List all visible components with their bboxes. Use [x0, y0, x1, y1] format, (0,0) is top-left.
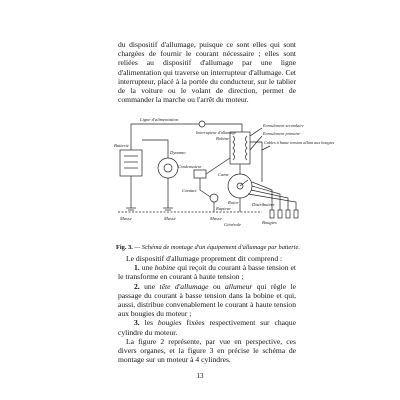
label-distributeur: Distributeur — [252, 202, 275, 207]
label-masse-3: Masse — [210, 216, 222, 221]
label-enroulement-secondaire: Enroulement secondaire — [263, 123, 304, 128]
ignition-wiring-diagram — [112, 110, 335, 240]
label-condensateur: Condensateur — [178, 164, 202, 169]
label-masse-1: Masse — [120, 216, 132, 221]
label-contact: Contact — [182, 188, 197, 193]
label-rupteur: Rupteur — [216, 206, 231, 211]
label-bougies: Bougies — [262, 220, 277, 225]
figure-caption — [116, 244, 302, 252]
closing-paragraph: La figure 2 représente, par vue en perspective, ces divers organes, et la figure 3 en précise le schéma de montage sur un moteur à 4 cylindres. — [118, 336, 296, 365]
intro2-line: Le dispositif d'allumage proprement dit comprend : — [126, 254, 283, 263]
label-came: Came — [218, 172, 229, 177]
intro-paragraph: du dispositif d'allumage, puisque ce sont elles qui sont chargées de fournir le courant nécessaire ; elles sont reliées au dispositif d'allumage par une ligne d'alimentation qui traverse un interrupteur d'allumage. Cet interrupteur, placé à la portée du conducteur, sur le tablier de la voiture ou le volant de direction, permet de commander la marche ou l'arrêt du moteur. — [118, 40, 296, 105]
label-interrupteur: Interrupteur d'allumage — [196, 130, 237, 135]
label-dynamo: Dynamo — [170, 150, 186, 155]
label-generale: Générale — [224, 222, 242, 227]
label-ligne: Ligne d'alimentation — [140, 117, 179, 122]
caption-text: — Schéma de montage d'un équipement d'allumage par batterie. — [134, 244, 300, 251]
label-enroulement-primaire: Enroulement primaire — [263, 131, 301, 136]
list-item-1: 1. une bobine qui reçoit du courant à basse tension et le transforme en courant à haute tension ; — [118, 263, 297, 282]
label-bobine: Bobine — [216, 136, 230, 141]
body-text — [118, 254, 296, 364]
page-number: 13 — [196, 372, 204, 380]
label-rotor: Rotor — [228, 200, 239, 205]
list-item-3: 3. les bougies fixées respectivement sur chaque cylindre du moteur. — [118, 318, 296, 337]
label-batterie: Batterie — [114, 143, 129, 148]
list-item-2: 2. une tête d'allumage ou allumeur qui règle le passage du courant à basse tension dans la bobine et qui, aussi, distribue convenablement le courant à haute tension aux bougies du moteur ; — [118, 281, 296, 319]
label-masse-2: Masse — [164, 216, 176, 221]
label-cables: Cables à haute tension allant aux bougies — [264, 140, 335, 145]
caption-number: Fig. 3. — [116, 244, 133, 251]
